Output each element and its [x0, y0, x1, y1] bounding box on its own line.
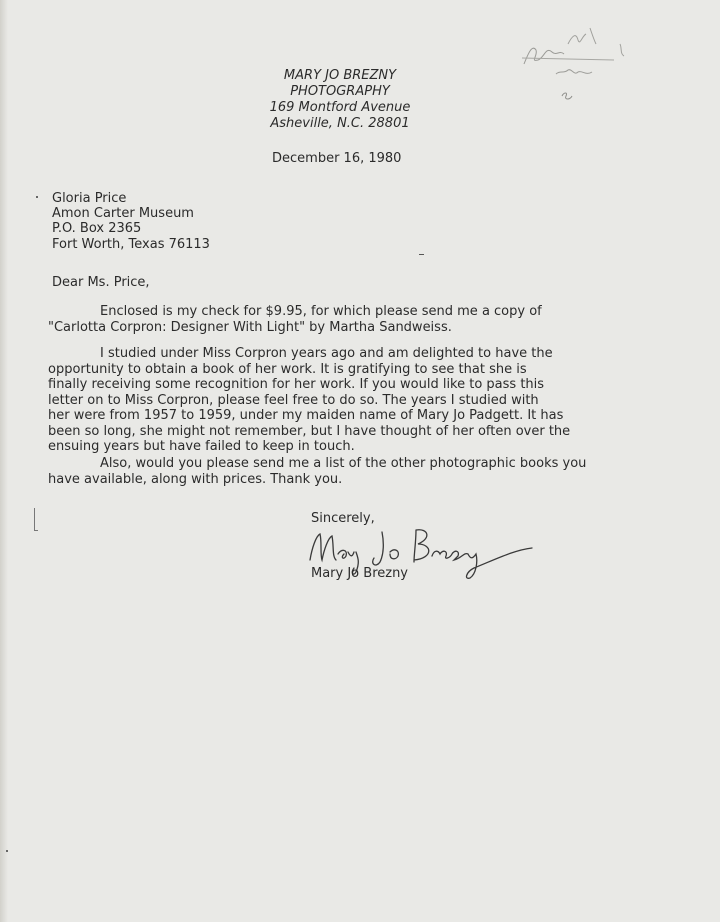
closing: Sincerely,: [311, 511, 375, 526]
paragraph-2: [48, 346, 628, 455]
paragraph-line: finally receiving some recognition for her work. If you would like to pass this: [48, 377, 545, 392]
stray-mark: [419, 254, 424, 255]
paragraph-line: "Carlotta Corpron: Designer With Light" by Martha Sandweiss.: [48, 319, 452, 335]
margin-mark: [34, 530, 38, 531]
recipient-name: Gloria Price: [52, 191, 127, 206]
paragraph-line: been so long, she might not remember, but I have thought of her often over the: [48, 423, 571, 439]
speck-mark: [36, 196, 38, 198]
paragraph-line: have available, along with prices. Thank you.: [48, 471, 343, 487]
paragraph-1: [48, 304, 628, 335]
typed-signature-name: Mary Jo Brezny: [311, 566, 409, 581]
letterhead-street: 169 Montford Avenue: [269, 100, 411, 115]
paragraph-line: Also, would you please send me a list of the other photographic books you: [100, 456, 587, 471]
recipient-organization: Amon Carter Museum: [52, 206, 194, 222]
margin-mark: [34, 508, 35, 530]
letter-date: December 16, 1980: [272, 151, 402, 166]
handwritten-annotation-icon: [516, 14, 636, 104]
paragraph-line: I studied under Miss Corpron years ago and am delighted to have the: [100, 346, 553, 361]
letterhead-name: MARY JO BREZNY: [283, 68, 397, 83]
paragraph-line: her were from 1957 to 1959, under my maiden name of Mary Jo Padgett. It has: [48, 408, 564, 423]
recipient-city: Fort Worth, Texas 76113: [52, 236, 210, 252]
speck-mark: [6, 850, 8, 852]
letterhead-business: PHOTOGRAPHY: [290, 84, 390, 99]
paragraph-line: Enclosed is my check for $9.95, for which please send me a copy of: [100, 304, 542, 319]
salutation: Dear Ms. Price,: [52, 275, 150, 290]
paragraph-line: opportunity to obtain a book of her work. It is gratifying to see that she is: [48, 361, 527, 377]
paragraph-line: letter on to Miss Corpron, please feel free to do so. The years I studied with: [48, 392, 539, 408]
recipient-address: [52, 191, 210, 252]
paragraph-line: ensuing years but have failed to keep in touch.: [48, 439, 355, 454]
paragraph-3: [48, 456, 628, 487]
paper-edge: [0, 0, 8, 922]
letterhead: [200, 68, 480, 132]
letterhead-city: Asheville, N.C. 28801: [270, 116, 410, 131]
recipient-po-box: P.O. Box 2365: [52, 221, 142, 237]
